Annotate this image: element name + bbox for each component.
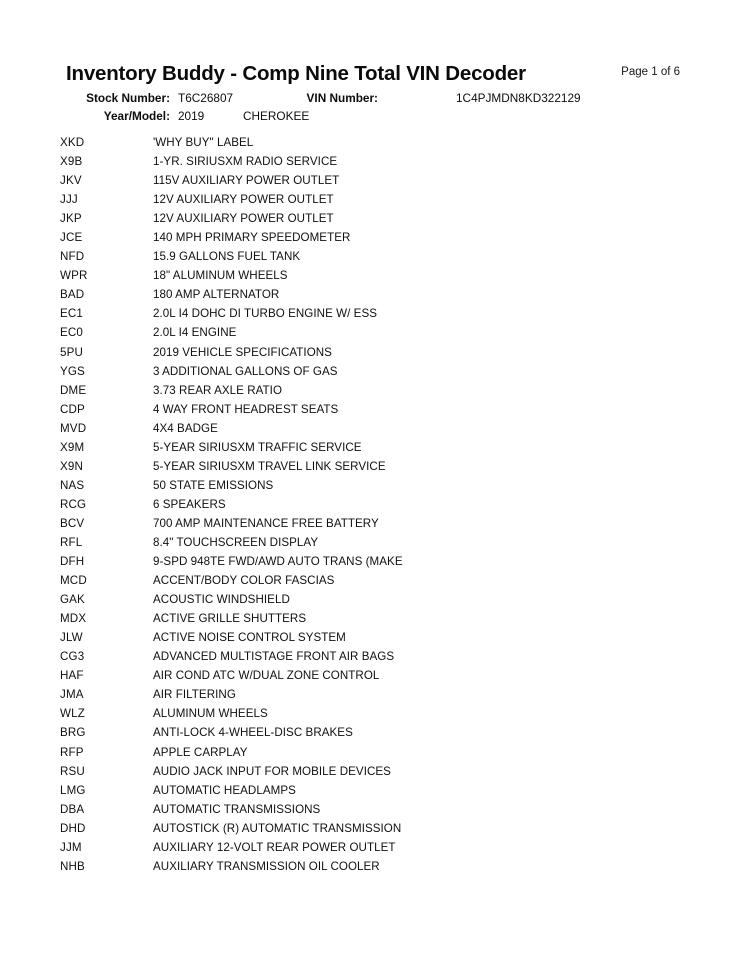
option-code: DBA [60,802,85,816]
stock-and-vin-row [0,91,742,108]
option-row [0,533,742,552]
option-code: JLW [60,631,83,645]
option-description: ANTI-LOCK 4-WHEEL-DISC BRAKES [153,726,353,740]
option-description: 50 STATE EMISSIONS [153,478,274,492]
option-row [0,819,742,838]
option-row [0,247,742,266]
option-description: ACCENT/BODY COLOR FASCIAS [153,574,335,588]
option-description: 2019 VEHICLE SPECIFICATIONS [153,345,332,359]
option-code: BAD [60,288,85,302]
option-code: BRG [60,726,86,740]
option-description: 5-YEAR SIRIUSXM TRAFFIC SERVICE [153,440,362,454]
option-row [0,743,742,762]
option-row [0,590,742,609]
option-code: CG3 [60,650,85,664]
option-description: 12V AUXILIARY POWER OUTLET [153,193,334,207]
option-description: 3.73 REAR AXLE RATIO [153,383,283,397]
option-code: LMG [60,783,86,797]
option-code: DFH [60,555,85,569]
option-description: APPLE CARPLAY [153,745,248,759]
option-code: RFL [60,535,83,549]
option-code: NAS [60,478,85,492]
option-description: AIR FILTERING [153,688,236,702]
option-row [0,476,742,495]
option-row [0,438,742,457]
option-row [0,419,742,438]
option-code: WLZ [60,707,85,721]
option-description: 4X4 BADGE [153,421,218,435]
option-row [0,704,742,723]
option-description: AUDIO JACK INPUT FOR MOBILE DEVICES [153,764,391,778]
option-description: 4 WAY FRONT HEADREST SEATS [153,402,339,416]
option-row [0,266,742,285]
vin-number-value: 1C4PJMDN8KD322129 [456,91,581,105]
option-row [0,628,742,647]
option-code: JJJ [60,193,78,207]
option-description: 140 MPH PRIMARY SPEEDOMETER [153,231,351,245]
option-description: ACTIVE NOISE CONTROL SYSTEM [153,631,346,645]
option-row [0,152,742,171]
option-row [0,323,742,342]
option-description: ACOUSTIC WINDSHIELD [153,593,290,607]
option-code: NFD [60,250,85,264]
option-code: X9M [60,440,85,454]
option-row [0,571,742,590]
option-description: 3 ADDITIONAL GALLONS OF GAS [153,364,338,378]
option-row [0,381,742,400]
option-description: 2.0L I4 ENGINE [153,326,237,340]
option-row [0,457,742,476]
option-description: ACTIVE GRILLE SHUTTERS [153,612,307,626]
option-row [0,285,742,304]
option-description: 15.9 GALLONS FUEL TANK [153,250,301,264]
option-code: RSU [60,764,85,778]
option-code: RFP [60,745,84,759]
option-description: 180 AMP ALTERNATOR [153,288,280,302]
option-code: MCD [60,574,87,588]
stock-number-value: T6C26807 [178,91,234,105]
option-row [0,304,742,323]
option-row [0,838,742,857]
option-code: JMA [60,688,84,702]
option-code: X9N [60,459,84,473]
option-row [0,800,742,819]
option-code: 5PU [60,345,84,359]
year-model-label: Year/Model: [103,109,170,123]
option-code: WPR [60,269,88,283]
option-code: MDX [60,612,87,626]
option-row [0,209,742,228]
option-row [0,781,742,800]
option-code-list [0,133,742,876]
option-row [0,133,742,152]
option-code: RCG [60,497,87,511]
option-code: CDP [60,402,85,416]
option-row [0,400,742,419]
year-model-row [0,109,742,126]
option-description: 115V AUXILIARY POWER OUTLET [153,174,340,188]
option-description: AUTOMATIC HEADLAMPS [153,783,296,797]
option-code: GAK [60,593,85,607]
option-row [0,666,742,685]
option-code: DHD [60,821,86,835]
option-description: AUTOMATIC TRANSMISSIONS [153,802,321,816]
option-code: JCE [60,231,83,245]
option-description: 'WHY BUY" LABEL [153,136,254,149]
option-code: EC0 [60,326,84,340]
option-code: NHB [60,859,85,873]
option-description: 1-YR. SIRIUSXM RADIO SERVICE [153,155,338,169]
model-value: CHEROKEE [243,109,310,123]
option-code: XKD [60,136,85,149]
option-row [0,171,742,190]
vin-number-label: VIN Number: [306,91,378,105]
option-description: ALUMINUM WHEELS [153,707,268,721]
option-description: AIR COND ATC W/DUAL ZONE CONTROL [153,669,380,683]
page-title: Inventory Buddy - Comp Nine Total VIN Decoder [66,62,526,85]
option-code: HAF [60,669,84,683]
option-row [0,495,742,514]
option-row [0,552,742,571]
option-row [0,362,742,381]
option-row [0,647,742,666]
option-description: 6 SPEAKERS [153,497,226,511]
option-code: DME [60,383,87,397]
option-row [0,228,742,247]
option-row [0,609,742,628]
option-code: BCV [60,516,85,530]
option-description: 18" ALUMINUM WHEELS [153,269,288,283]
option-code: JJM [60,840,82,854]
stock-number-label: Stock Number: [86,91,170,105]
option-row [0,190,742,209]
document-header [0,62,742,134]
option-code: JKV [60,174,82,188]
option-code: EC1 [60,307,84,321]
page-indicator: Page 1 of 6 [621,66,680,78]
option-description: 8.4" TOUCHSCREEN DISPLAY [153,535,319,549]
option-description: AUXILIARY 12-VOLT REAR POWER OUTLET [153,840,396,854]
option-row [0,723,742,742]
option-row [0,857,742,876]
option-code: X9B [60,155,83,169]
option-row [0,685,742,704]
option-row [0,514,742,533]
option-description: 700 AMP MAINTENANCE FREE BATTERY [153,516,379,530]
option-code: YGS [60,364,85,378]
option-row [0,343,742,362]
option-description: AUXILIARY TRANSMISSION OIL COOLER [153,859,380,873]
option-description: AUTOSTICK (R) AUTOMATIC TRANSMISSION [153,821,402,835]
option-description: 2.0L I4 DOHC DI TURBO ENGINE W/ ESS [153,307,378,321]
option-description: 12V AUXILIARY POWER OUTLET [153,212,334,226]
option-row [0,762,742,781]
year-value: 2019 [178,109,205,123]
option-code: JKP [60,212,82,226]
option-description: ADVANCED MULTISTAGE FRONT AIR BAGS [153,650,395,664]
option-description: 5-YEAR SIRIUSXM TRAVEL LINK SERVICE [153,459,386,473]
option-code: MVD [60,421,87,435]
option-description: 9-SPD 948TE FWD/AWD AUTO TRANS (MAKE [153,555,403,569]
